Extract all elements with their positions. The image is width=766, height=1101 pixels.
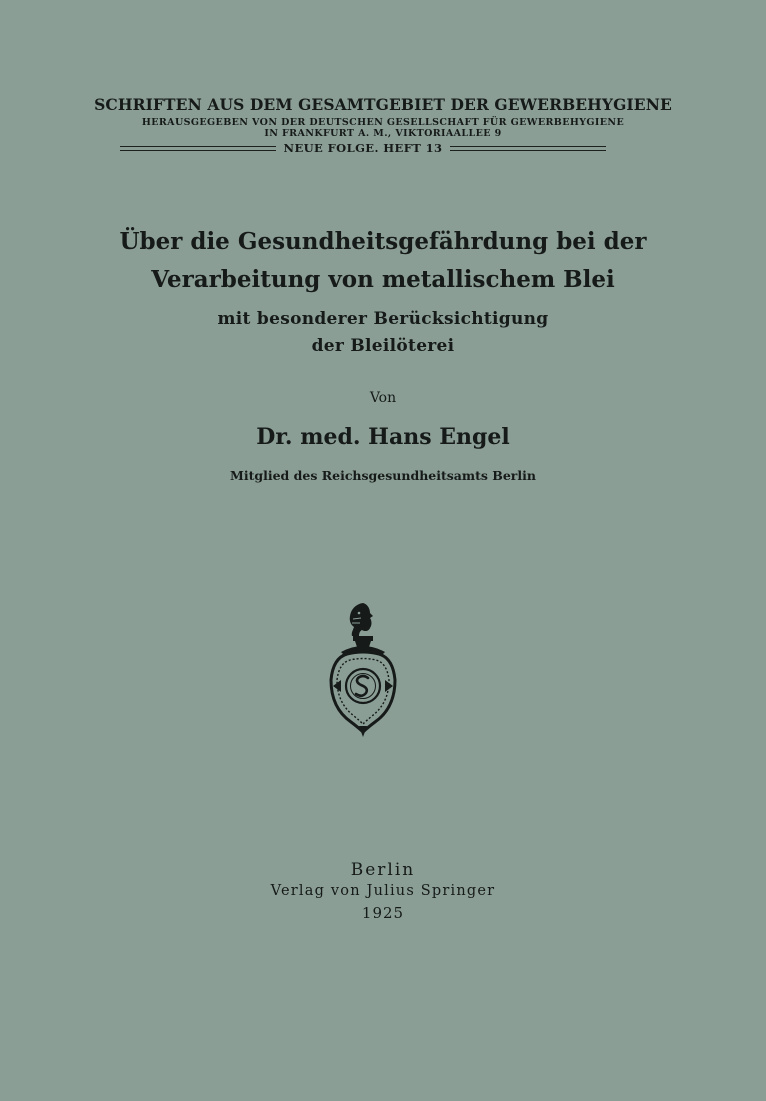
book-subtitle-line-2: der Bleilöterei: [311, 336, 455, 356]
book-subtitle-line-1: mit besonderer Berücksichtigung: [217, 309, 549, 329]
author-preposition: Von: [369, 390, 397, 406]
author-name: Dr. med. Hans Engel: [256, 424, 510, 450]
author-affiliation: Mitglied des Reichsgesundheitsamts Berlin: [230, 468, 536, 483]
book-title-line-2: Verarbeitung von metallischem Blei: [151, 266, 615, 293]
book-title-line-1: Über die Gesundheitsgefährdung bei der: [119, 228, 647, 255]
publisher-name: Verlag von Julius Springer: [270, 883, 496, 899]
series-issue-rule: [120, 140, 606, 156]
double-rule-right: [450, 146, 606, 151]
series-editor-line-1: HERAUSGEGEBEN VON DER DEUTSCHEN GESELLSCHAFT FÜR GEWERBEHYGIENE: [141, 117, 625, 128]
publisher-city: Berlin: [350, 860, 416, 880]
double-rule-left: [120, 146, 276, 151]
series-editor-line-2: IN FRANKFURT A. M., VIKTORIAALLEE 9: [264, 128, 502, 139]
series-issue: NEUE FOLGE. HEFT 13: [283, 141, 443, 155]
publication-year: 1925: [361, 904, 405, 922]
springer-knight-emblem-icon: [323, 600, 403, 740]
series-title: SCHRIFTEN AUS DEM GESAMTGEBIET DER GEWERBEHYGIENE: [94, 95, 672, 114]
